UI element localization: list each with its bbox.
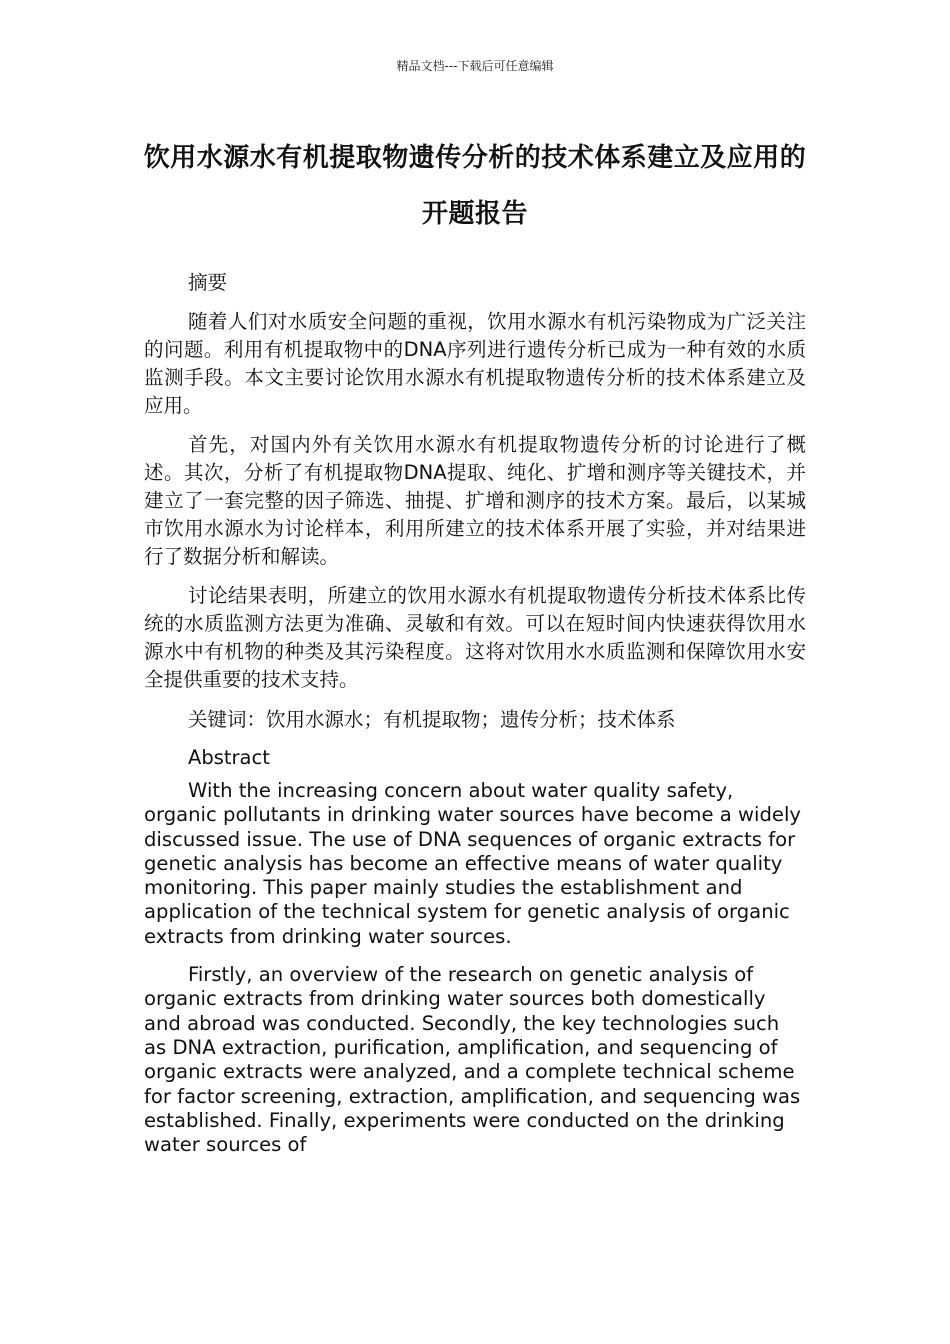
keywords-cn: 关键词：饮用水源水；有机提取物；遗传分析；技术体系 bbox=[188, 708, 676, 731]
paragraph-en-1: With the increasing concern about water quality safety, organic pollutants in drinking water sources have become a widely discussed issue. The use of DNA sequences of organic extracts for genetic analysis has become an effective means of water quality monitoring. This paper mainly studies the establishment and application of the technical system for genetic analysis of organic extracts from drinking water sources. bbox=[144, 779, 802, 948]
paragraph-cn-2: 首先，对国内外有关饮用水源水有机提取物遗传分析的讨论进行了概述。其次，分析了有机提取物DNA提取、纯化、扩增和测序等关键技术，并建立了一套完整的因子筛选、抽提、扩增和测序的技术方案。最后，以某城市饮用水源水为讨论样本，利用所建立的技术体系开展了实验，并对结果进行了数据分析和解读。 bbox=[144, 433, 806, 568]
abstract-cn-heading: 摘要 bbox=[188, 271, 228, 294]
paragraph-en-2: Firstly, an overview of the research on genetic analysis of organic extracts from drinking water sources both domestically and abroad was conducted. Secondly, the key technologies such as DNA extraction, purification, amplification, and sequencing of organic extracts were analyzed, and a complete technical scheme for factor screening, extraction, amplification, and sequencing was established. Finally, experiments were conducted on the drinking water sources of bbox=[144, 963, 801, 1157]
abstract-en-heading: Abstract bbox=[188, 746, 270, 769]
header-note: 精品文档---下载后可任意编辑 bbox=[396, 59, 554, 73]
paragraph-cn-1: 随着人们对水质安全问题的重视，饮用水源水有机污染物成为广泛关注的问题。利用有机提取物中的DNA序列进行遗传分析已成为一种有效的水质监测手段。本文主要讨论饮用水源水有机提取物遗传分析的技术体系建立及应用。 bbox=[144, 310, 806, 417]
document-body bbox=[144, 268, 806, 1171]
paragraph-cn-3: 讨论结果表明，所建立的饮用水源水有机提取物遗传分析技术体系比传统的水质监测方法更为准确、灵敏和有效。可以在短时间内快速获得饮用水源水中有机物的种类及其污染程度。这将对饮用水水质监测和保障饮用水安全提供重要的技术支持。 bbox=[144, 584, 806, 691]
document-title: 饮用水源水有机提取物遗传分析的技术体系建立及应用的开题报告 bbox=[143, 143, 807, 229]
